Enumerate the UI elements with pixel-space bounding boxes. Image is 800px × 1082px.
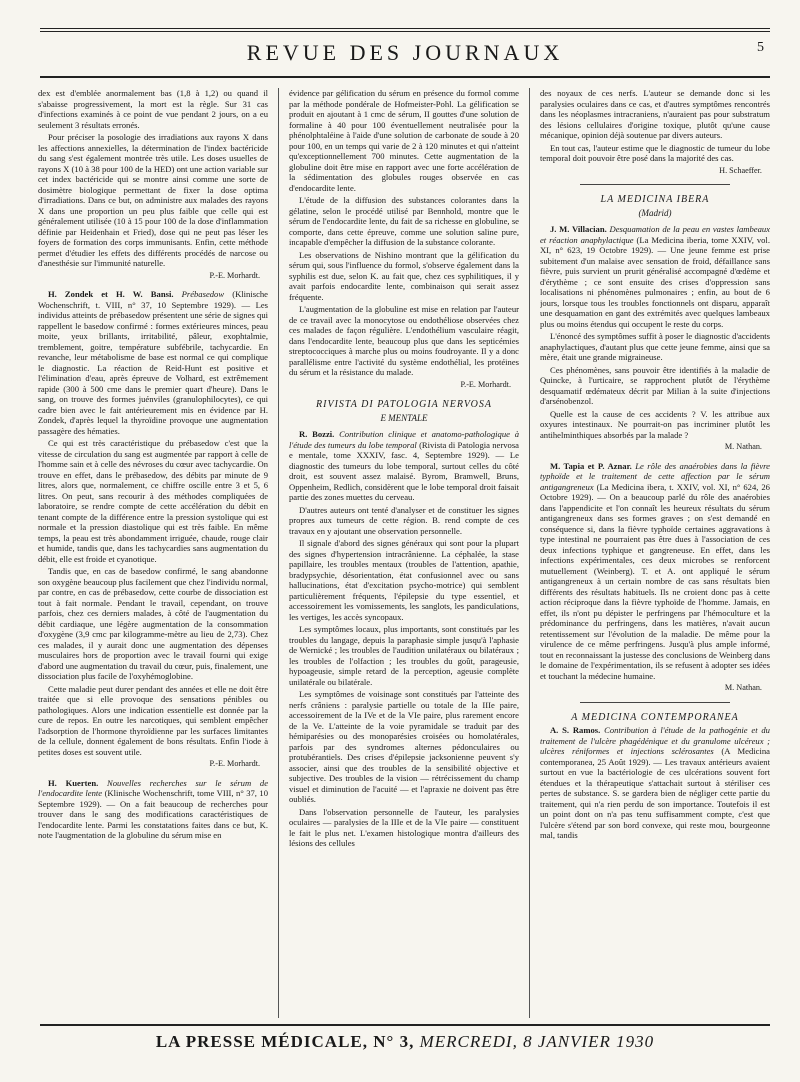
- article-title: Prébasedow: [181, 289, 225, 299]
- article-heading: [540, 461, 770, 682]
- header-rule: [40, 31, 770, 32]
- article-title: Contribution à l'étude de la pathogénie et du traitement de l'ulcère phagédénique et du granulome ulcéreux ; ulcères réniformes et injections sclérosantes: [539, 725, 770, 756]
- paragraph: Les symptômes locaux, plus importants, sont constitués par les troubles du langage, depuis la paraphasie simple jusqu'à l'aphasie de Wernické ; les troubles de l'audition unilatéraux ou bilatéraux ; les troubles de l'olfaction ; les troubles du goût, parageusie, hypoageusie, simple retard de la perception, ageusie complète unilatérale ou bilatérale.: [288, 624, 519, 687]
- article-columns: [38, 88, 770, 1018]
- article-author: M. Tapia et P. Aznar.: [549, 460, 632, 471]
- column-divider: [278, 88, 279, 1018]
- publication-name: LA PRESSE MÉDICALE, N° 3,: [155, 1032, 415, 1051]
- paragraph: Les travaux antérieurs avaient surtout en vue la bactériologie de ces ulcérations souvent fort étendues et la thérapeutique s'attachait surtout à stériliser ces pertes de substance. S. se gardera bien de négliger cette partie du traitement, qui n'a rien perdu de son importance. Toutefois il est un point dont on n'a pas tenu suffisamment compte, c'est que l'ulcère s'étend par son bord convexe, qui reste mou, bourgeonne mal, tandis: [539, 756, 770, 840]
- paragraph: Le diagnostic des tumeurs du lobe temporal, surtout celles du côté droit, est souvent assez malaisé. Byrom, Bramwell, Bruns, Oppenheim, Redlich, considèrent que le lobe temporal droit faisait partie des zones muettes du cerveau.: [288, 450, 519, 502]
- paragraph: évidence par gélification du sérum en présence du formol comme par la méthode pondérale de Hofmeister-Pohl. La gélification se produit en ajoutant à 1 cmc de sérum, II gouttes d'une solution de formaline à 40 pour 100 éventuellement neutralisée pour la phénolphtaléine à l'aide d'une solution de carbonate de soude à 20 pour 100, en un temps qui varie de 2 à 120 minutes et qui n'atteint qu'exceptionnellement 700 minutes. Cette augmentation de la globuline doit être mise en rapport avec une forte accélération de la sédimentation des globules rouges observée en cas d'endocardite lente.: [288, 88, 519, 193]
- article-reference: (A Medicina contemporanea, 25 Août 1929). —: [539, 746, 770, 767]
- signature: P.-E. Morhardt.: [209, 270, 261, 280]
- article-title: Contribution clinique et anatomo-pathologique à l'étude des tumeurs du lobe temporal: [288, 429, 519, 450]
- section-divider: [580, 184, 730, 185]
- article-title: Nouvelles recherches sur le sérum de l'endocardite lente: [38, 777, 269, 798]
- article-title: Le rôle des anaérobies dans la fièvre typhoïde et le traitement de cette affection par le sérum antigangreneux: [539, 460, 770, 492]
- paragraph: Les symptômes de voisinage sont constitués par l'atteinte des nerfs crâniens : paralysie partielle ou totale de la IIIe paire, accessoirement de la IVe et de la VIe paire, plus rarement encore de la Ve. L'atteinte de la voie pyramidale se traduit par des hémiparésies ou des monoparésies croisées ou homolatérales, parfois par des syndromes alternes pédonculaires ou protubérantiels. Des crises d'épilepsie jacksonienne peuvent s'y associer, ainsi que des troubles de la sensibilité objective et subjective. Des troubles de la vision — rétrécissement du champ visuel et diminution de l'acuité — et l'apraxie ne doivent pas être oubliés.: [288, 689, 519, 804]
- paragraph: Quelle est la cause de ces accidents ? V. les attribue aux oxyures intestinaux. Ne pourrait-on pas incriminer plutôt les antihelminthiques absorbés par la malade ?: [539, 408, 770, 440]
- section-title: E MENTALE: [380, 412, 428, 423]
- page-footer: [40, 1024, 770, 1066]
- article-reference: (Klinische Wochenschrift, t. VIII, n° 37, 10 Septembre 1929). —: [38, 289, 269, 310]
- page-header: [40, 22, 770, 82]
- article-reference: (La Medicina iberia, tome XXIV, vol. XI, n° 623, 19 Octobre 1929). —: [539, 234, 770, 255]
- signature: M. Nathan.: [724, 683, 762, 692]
- article-heading: [540, 224, 770, 329]
- paragraph: Tandis que, en cas de basedow confirmé, le sang abandonne son oxygène beaucoup plus facilement que chez l'individu normal, par contre, en cas de prébasedow, cette courbe de dissociation est tout à fait normale. Pendant le travail, cependant, on trouve parfois, chez ces derniers malades, à côté de l'augmentation du débit cardiaque, une légère augmentation de la consommation d'oxygène (3,9 cmc par kilogramme-mètre au lieu de 2,73). Chez ces malades, il y aurait donc une augmentation des dépenses musculaires hors de proportion avec le travail fourni qui exige d'abord une augmentation du travail du cœur, puis, finalement, une dissociation plus facile de l'oxyhémoglobine.: [38, 566, 269, 681]
- issue-date: MERCREDI, 8 JANVIER 1930: [419, 1032, 655, 1051]
- article-reference: (Klinische Wochenschrift, tome VIII, n° 37, 10 Septembre 1929). —: [38, 788, 268, 809]
- article-author: H. Zondek et H. W. Bansi.: [48, 289, 174, 299]
- paragraph: Il signale d'abord des signes généraux qui sont pour la plupart des signes d'hypertension intracrânienne. La céphalée, la stase papillaire, les troubles mentaux (troubles de l'attention, apathie, bradypsychie, désorientation, état confusionnel avec ou sans hallucinations, état d'excitation psycho-motrice) qui semblent particulièrement fréquents, l'épilepsie du type essentiel, et accessoirement les vomissements, les sanglots, les pandiculations, les vertiges, les accès syncopaux.: [288, 538, 519, 622]
- article-heading: [540, 725, 770, 841]
- article-heading: [38, 778, 268, 841]
- section-title: A MEDICINA CONTEMPORANEA: [571, 711, 739, 723]
- column-2: [289, 88, 519, 1018]
- paragraph: Ce qui est très caractéristique du prébasedow c'est que la vitesse de circulation du sang est augmentée par rapport à celle de l'homme sain et à celle des névroses du cœur avec tachycardie. On trouve en effet, dans le prébasedow, des débits par minute de 9 litres, alors que, normalement, ce chiffre oscille entre 3 et 5, 6 litres. On peut, sans recourir à des méthodes compliquées de laboratoire, se rendre compte de cette accélération du débit en tenant compte de la différence entre la pression systolique qui est normale et la pression diastolique qui est très faible. En même temps, la peau est très abondamment irriguée, chaude, rouge clair et humide, tandis que, dans les tachycardies sans augmentation du débit, elle est froide et cyanotique.: [38, 438, 269, 564]
- paragraph: Les individus atteints de prébasedow présentent une série de signes qui rappellent le basedow confirmé : formes extérieures minces, peau moite, yeux brillants, irritabilité, pâleur, exophtalmie, tremblement, goitre, température subfébrile, tachycardie. En revanche, leur métabolisme de base est normal ce qui complique le diagnostic. La réaction de Reid-Hunt est positive et l'élimination d'eau, après épreuve de Volhard, est extrêmement rapide (300 à 500 cme dans le premier quart d'heure). Dans le sang, on trouve des formes juénviles (granulophilocytes), ce qui cadre bien avec le fait antérieurement mis en évidence par H. Zondek, d'après lequel la thyroïdine provoque une augmentation passagère des hématies.: [38, 299, 269, 436]
- paragraph: En tout cas, l'auteur estime que le diagnostic de tumeur du lobe temporal doit pouvoir être posé dans la majorité des cas.: [539, 142, 770, 163]
- paragraph: L'étude de la diffusion des substances colorantes dans la gélatine, selon le procédé utilisé par Bennhold, montre que le sérum de l'endocardite lente, du fait de sa richesse en globuline, se comporte, dans cette épreuve, comme une solution saline pure, incapable d'empêcher la diffusion de la substance colorante.: [288, 195, 519, 247]
- header-rule: [40, 76, 770, 78]
- signature: H. Schaeffer.: [719, 165, 762, 175]
- paragraph: On a fait beaucoup de recherches pour trouver dans le sang des modifications caractéristiques de l'endocardite lente. Parmi les constatations faites dans ce but, K. note l'augmentation de la globuline du sérum mise en: [38, 798, 269, 840]
- section-subtitle: (Madrid): [638, 207, 672, 218]
- paragraph: des noyaux de ces nerfs. L'auteur se demande donc si les paralysies oculaires dans ce cas, et d'autres symptômes rencontrés dans les néoplasmes intracraniens, n'auraient pas pour substratum des lésions cellulaires d'origine toxique, plutôt qu'une cause mécanique, opinion déjà soutenue par divers auteurs.: [539, 88, 770, 140]
- paragraph: Une jeune femme est prise subitement d'un malaise avec sensation de froid, défaillance sans fièvre, puis survient un prurit généralisé accompagné d'œdème et d'érythème ; ce sont ensuite des crises d'oppression sans localisations ni phénomènes pulmonaires ; enfin, au bout de 6 jours, lorsque tous les troubles fonctionnels ont disparu, apparaît une desquamation en gant des extrémités avec quelques lambeaux plus ou moins étendus qui occupent le reste du corps.: [539, 245, 770, 329]
- paragraph: Les observations de Nishino montrant que la gélification du sérum qui, sous l'influence du formol, s'observe également dans la syphilis est due, selon K. au fait que, chez ces syphilitiques, il y avait parfois endocardite lente, combinaison qui serait assez fréquente.: [288, 249, 519, 302]
- footer-line: [40, 1032, 770, 1052]
- header-rule: [40, 28, 770, 29]
- article-author: J. M. Villacian.: [549, 224, 607, 234]
- paragraph: Pour préciser la posologie des irradiations aux rayons X dans les affections annexielles, la détermination de l'index bactéricide du sang s'est également montrée très utile. Les doses usuelles de rayons X (10 à 38 pour 100 de la HED) ont une action variable sur cet index bactéricide qui se montre ainsi comme une sorte de dosimètre biologique permettant de fixer la dose optima d'irradiations. Dans ce but, on administre aux malades des rayons X dans une proportion un peu plus faible que celle qui est généralement utilisée (10 à 15 pour 100 de la dose d'inflammation définie par Heidenhain et Fried), dose qui ne peut pas léser les foyers de formation des corps immunisants. Enfin, cette méthode permet d'étudier les effets des différents procédés de narcose ou d'anesthésie sur l'immunité naturelle.: [38, 132, 269, 268]
- article-reference: (Rivista di Patologia nervosa e mentale, tome XXXIV, fasc. 4, Septembre 1929). —: [288, 439, 519, 460]
- paragraph: Cette maladie peut durer pendant des années et elle ne doit être traitée que si elle provoque des sensations pénibles ou pathologiques. Alors une indication essentielle est donnée par la cure de repos. En outre les narcotiques, qui semblent empêcher l'adsorption de l'hormone thyroïdienne par les surfaces limitantes de la cellule, donnent également de bons résultats. Enfin l'iode à petites doses est souvent utile.: [38, 683, 269, 757]
- article-heading: [289, 429, 519, 503]
- article-author: H. Kuerten.: [48, 777, 99, 788]
- signature: P.-E. Morhardt.: [209, 759, 261, 768]
- paragraph: On a beaucoup parlé du rôle des anaérobies dans l'appendicite et l'on connaît les heureux résultats du sérum antigangreneux dans ses formes graves ; on s'est demandé en conséquence si, dans la fièvre typhoïde certaines aggravations à type intestinal ne pourraient pas être dues à l'association de ces deux infections typhique et gangreneuse. En effet, dans les infections expérimentales, ces deux microbes se renforcent mutuellement (Weinberg). T. et A. ont appliqué le sérum antigangreneux à un certain nombre de cas sans résultats bien différents des résultats habituels. Ils ne croient donc pas à cette action réciproque dans la fièvre typhoïde de l'homme. Jamais, en effet, ils n'ont pu dépister le perfringens par l'hémoculture et la prédominance du perfringens, dans les matières, n'avait aucun retentissement sur l'évolution de la maladie. De même pour la virulence de ce même perfringens. Jusqu'à plus ample informé, tout en reconnaissant la justesse des conclusions de Weinberg dans le domaine de l'expérimentation, ils se refusent à adopter ses idées et touchant la médecine humaine.: [539, 492, 770, 681]
- article-reference: (La Medicina ibera, t. XXIV, vol. XI, n° 624, 26 Octobre 1929). —: [539, 481, 770, 502]
- article-author: A. S. Ramos.: [549, 725, 601, 735]
- paragraph: L'augmentation de la globuline est mise en relation par l'auteur de ce travail avec la monocytose ou endothéliose observées chez ces malades de façon régulière. L'endothélium vasculaire réagit, dans l'endocardite lente, beaucoup plus que dans les septicémies streptococciques à marche plus ou moins foudroyante. Il y a donc parallélisme entre l'activité du système endothélial, les protéines du sérum et la résistance du malade.: [288, 304, 519, 377]
- paragraph: L'énoncé des symptômes suffit à poser le diagnostic d'accidents anaphylactiques, d'autant plus que cette jeune femme, ainsi que sa mère, était une grande migraineuse.: [539, 331, 770, 362]
- column-1: [38, 88, 268, 1018]
- paragraph: Ces phénomènes, sans pouvoir être identifiés à la maladie de Quincke, à l'urticaire, se rapprochent plutôt de l'érythème desquamatif œdémateux décrit par Milian à la suite d'injections d'arsénobenzol.: [539, 364, 770, 406]
- section-title: LA MEDICINA IBERA: [600, 194, 710, 205]
- page-number: 5: [757, 40, 764, 55]
- article-heading: [38, 289, 268, 436]
- signature: P.-E. Morhardt.: [460, 379, 511, 389]
- paragraph: D'autres auteurs ont tenté d'analyser et de constituer les signes propres aux tumeurs de cette région. B. rend compte de ces travaux en y ajoutant une observation personnelle.: [288, 504, 519, 536]
- column-divider: [529, 88, 530, 1018]
- article-title: Desquamation de la peau en vastes lambeaux et réaction anaphylactique: [539, 224, 770, 245]
- journal-title: REVUE DES JOURNAUX: [246, 40, 564, 65]
- signature: M. Nathan.: [724, 442, 762, 451]
- paragraph: Dans l'observation personnelle de l'auteur, les paralysies oculaires — paralysies de la IIIe et de la VIe paire — constituent le fait le plus net. L'examen histologique montra d'ailleurs des lésions des cellules: [288, 806, 519, 848]
- column-3: [540, 88, 770, 1018]
- paragraph: dex est d'emblée anormalement bas (1,8 à 1,2) ou quand il s'abaisse progressivement, la mort est la règle. Sur 31 cas d'infections examinés à ce point de vue pendant 2 jours, on a eu seulement 3 résultats erronés.: [38, 88, 269, 130]
- section-title: RIVISTA DI PATOLOGIA NERVOSA: [316, 399, 492, 410]
- section-divider: [580, 702, 730, 703]
- article-author: R. Bozzi.: [298, 429, 335, 439]
